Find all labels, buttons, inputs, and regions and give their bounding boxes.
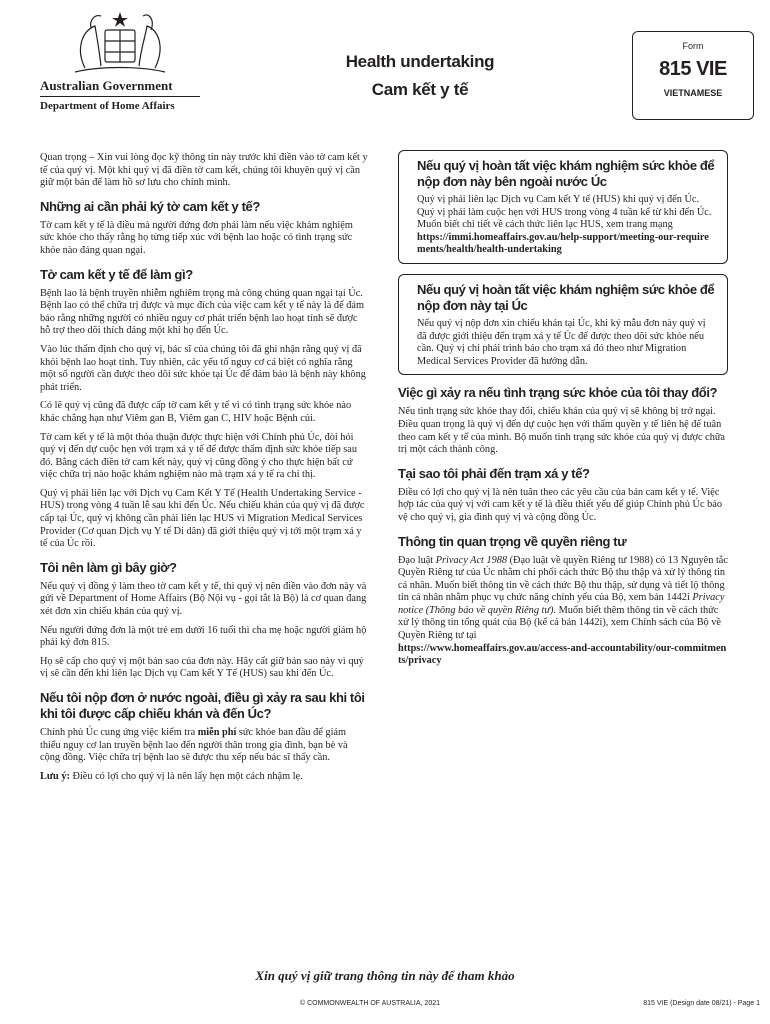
heading-health-change: Việc gì xảy ra nếu tình trạng sức khỏe của tôi thay đổi? bbox=[398, 385, 718, 401]
page-id: 815 VIE (Design date 08/21) - Page 1 bbox=[643, 1000, 760, 1007]
coat-of-arms-logo bbox=[55, 8, 185, 80]
heading-why-clinic: Tại sao tôi phải đến trạm xá y tế? bbox=[398, 465, 590, 481]
form-label: Form bbox=[682, 41, 704, 51]
info-box-onshore bbox=[398, 274, 728, 375]
health-undertaking-link[interactable]: https://immi.homeaffairs.gov.au/help-support/meeting-our-requirements/health/health-undertaking bbox=[417, 231, 709, 256]
paragraph: Bệnh lao là bệnh truyền nhiễm nghiêm trọng mà công chúng quan ngại tại Úc. Bệnh lao có thể chữa trị được và mục đích của việc cam kết y tế này là để đảm bảo rằng những người có nhiều nguy cơ phát triển bệnh lao hoạt tính sẽ được hỗ trợ theo dõi thích đáng một khi họ đến Úc. bbox=[40, 287, 364, 337]
keep-for-reference-note: Xin quý vị giữ trang thông tin này để tham khảo bbox=[255, 968, 515, 983]
form-language: VIETNAMESE bbox=[663, 88, 723, 98]
text: sức khỏe ban đầu để giảm thiểu nguy cơ lan truyền bệnh lao đến người thân trong gia đình, bạn bè và cộng đồng. Việc chữa trị bệnh lao sẽ được thu xếp nếu bác sĩ thấy cần. bbox=[40, 727, 348, 764]
box-heading: Nếu quý vị hoàn tất việc khám nghiệm sức khỏe để nộp đơn này tại Úc bbox=[417, 281, 715, 313]
form-id-box bbox=[632, 31, 754, 120]
paragraph: Tờ cam kết y tế là điều mà người đứng đơn phải làm nếu việc khám nghiệm sức khỏe cho thấy rằng họ từng tiếp xúc với bệnh lao hoặc có tình trạng sức khỏe nào đáng quan ngại. bbox=[40, 219, 353, 256]
paragraph: Nếu người đứng đơn là một trẻ em dưới 16 tuổi thì cha mẹ hoặc người giám hộ phải ký đơn 815. bbox=[40, 624, 367, 649]
text: (Đạo luật về quyền Riêng tư 1988) có 13 Nguyên tắc Quyền Riêng tư của Úc nhằm chi phối cách thức Bộ thu thập và xử lý thông tin cá nhân. Muốn biết thông tin về cách thức Bộ thu thập, sử dụng và tiết lộ thông tin cá nhân nhằm phục vụ chức năng chính yếu của Bộ, xem bản 1442i bbox=[398, 554, 728, 604]
paragraph: Vào lúc thẩm định cho quý vị, bác sĩ của chúng tôi đã ghi nhận rằng quý vị đã khỏi bệnh lao hoạt tính. Tuy nhiên, các yếu tố nguy cơ cá biệt có nghĩa rằng một số người cần được theo dõi sức khỏe tại Úc để đảm bảo là bệnh này không phát triển. bbox=[40, 343, 366, 393]
box-text: Quý vị phải liên lạc Dịch vụ Cam kết Y tế (HUS) khi quý vị đến Úc. Quý vị phải làm cuộc hẹn với HUS trong vòng 4 tuần kể từ khi đến Úc. Muốn biết chi tiết về cách thức liên lạc HUS, xem trang mạng bbox=[417, 194, 712, 231]
paragraph: Nếu tình trạng sức khỏe thay đổi, chiếu khán của quý vị sẽ không bị trở ngại. Điều quan trọng là quý vị đến dự cuộc hẹn với thẩm quyền y tế liên hệ để tuân theo cam kết y tế của mình. Bộ muốn tình trạng sức khỏe của quý vị được chữa trị một cách thành công. bbox=[398, 406, 726, 456]
text: Muốn biết thêm thông tin về cách thức xử lý thông tin tổng quát của Bộ (kể cả bản 1442i), xem Chính sách của Bộ về Quyền Riêng tư tại bbox=[398, 604, 721, 642]
paragraph: Họ sẽ cấp cho quý vị một bản sao của đơn này. Hãy cất giữ bản sao này vì quý vị sẽ cần đến khi liên lạc Dịch vụ Cam kết Y Tế (HUS) sau khi đến Úc. bbox=[40, 655, 364, 680]
government-name: Australian Government bbox=[40, 78, 173, 93]
heading-what-now: Tôi nên làm gì bây giờ? bbox=[40, 559, 177, 575]
copyright: © COMMONWEALTH OF AUSTRALIA, 2021 bbox=[300, 1000, 440, 1007]
paragraph: Quý vị phải liên lạc với Dịch vụ Cam Kết Y Tế (Health Undertaking Service - HUS) trong vòng 4 tuần lễ sau khi đến Úc. Nếu chiếu khán của quý vị đã được cấp tại Úc, quý vị không cần phải liên lạc HUS vì Migration Medical Services Provider (Cơ quan Dịch vụ Y tế Di dân) đã giới thiệu quý vị tới một trạm xá y tế của Úc rồi. bbox=[40, 487, 365, 550]
right-column bbox=[398, 150, 728, 674]
info-box-offshore bbox=[398, 150, 728, 264]
heading-who-signs: Những ai cần phải ký tờ cam kết y tế? bbox=[40, 198, 260, 214]
paragraph: Nếu quý vị đồng ý làm theo tờ cam kết y tế, thì quý vị nên điền vào đơn này và gửi về Department of Home Affairs (Bộ Nội vụ - gọi tắt là Bộ) là cơ quan đang xét đơn xin chiếu khán của quý vị. bbox=[40, 580, 367, 618]
note-label: Lưu ý: bbox=[40, 770, 70, 782]
note-paragraph bbox=[40, 771, 368, 784]
heading-privacy: Thông tin quan trọng về quyền riêng tư bbox=[398, 533, 627, 549]
italic-text: Privacy Act 1988 bbox=[435, 554, 508, 566]
text: Chính phủ Úc cung ứng việc kiểm tra bbox=[40, 727, 198, 738]
form-number: 815 VIE bbox=[659, 58, 727, 80]
note-text: Điều có lợi cho quý vị là nên lấy hẹn một cách nhậm lẹ. bbox=[69, 770, 303, 782]
italic-text: Privacy notice (Thông báo về quyền Riêng tư). bbox=[398, 592, 725, 616]
paragraph: Tờ cam kết y tế là một thỏa thuận được thực hiện với Chính phủ Úc, đòi hỏi quý vị đến dự cuộc hẹn với trạm xá y tế để được thẩm định sức khỏe tiếp sau đó. Bằng cách điền tờ cam kết này, quý vị cũng đồng ý cho thực hiện bất cứ việc chữa trị nào hoặc khám nghiệm nào mà trạm xá y tế ra chỉ thị. bbox=[40, 431, 358, 481]
title-vietnamese: Cam kết y tế bbox=[371, 80, 469, 99]
privacy-link[interactable]: https://www.homeaffairs.gov.au/access-and-accountability/our-commitments/privacy bbox=[398, 642, 727, 667]
heading-purpose: Tờ cam kết y tế để làm gì? bbox=[40, 266, 193, 282]
box-text: Nếu quý vị nộp đơn xin chiếu khán tại Úc, khi ký mẫu đơn này quý vị đã được giới thiệu đến trạm xá y tế Úc để được theo dõi sức khỏe nếu cần. Quý vị chỉ phải trình báo cho trạm xá đó theo như Migration Medical Services Provider đã hướng dẫn. bbox=[417, 317, 706, 367]
text: Đạo luật bbox=[398, 554, 436, 566]
divider bbox=[40, 96, 200, 97]
title-english: Health undertaking bbox=[345, 52, 495, 71]
department-name: Department of Home Affairs bbox=[40, 100, 175, 112]
bold-text: miễn phí bbox=[197, 727, 237, 738]
left-column bbox=[40, 152, 368, 789]
privacy-paragraph bbox=[398, 555, 728, 668]
paragraph: Điều có lợi cho quý vị là nên tuân theo các yêu cầu của bản cam kết y tế. Việc hợp tác của quý vị với cam kết y tế là điều thiết yếu để giúp Chính phủ Úc bảo vệ cho quý vị, gia đình quý vị và cộng đồng Úc. bbox=[398, 486, 723, 523]
paragraph: Có lẽ quý vị cũng đã được cấp tờ cam kết y tế vì có tình trạng sức khỏe nào khác chẳng hạn như Viêm gan B, Viêm gan C, HIV hoặc Bệnh củi. bbox=[40, 400, 352, 424]
box-heading: Nếu quý vị hoàn tất việc khám nghiệm sức khỏe để nộp đơn này bên ngoài nước Úc bbox=[417, 158, 715, 189]
heading-apply-offshore: Nếu tôi nộp đơn ở nước ngoài, điều gì xảy ra sau khi tôi khi tôi được cấp chiếu khán và đến Úc? bbox=[40, 690, 365, 721]
paragraph bbox=[40, 727, 368, 765]
intro-text: Quan trọng – Xin vui lòng đọc kỹ thông tin này trước khi điền vào tờ cam kết y tế của quý vị. Một khi quý vị đã điền tờ cam kết, chúng tôi khuyên quý vị cần giữ một bản để làm hồ sơ lưu cho chính mình. bbox=[40, 152, 368, 189]
